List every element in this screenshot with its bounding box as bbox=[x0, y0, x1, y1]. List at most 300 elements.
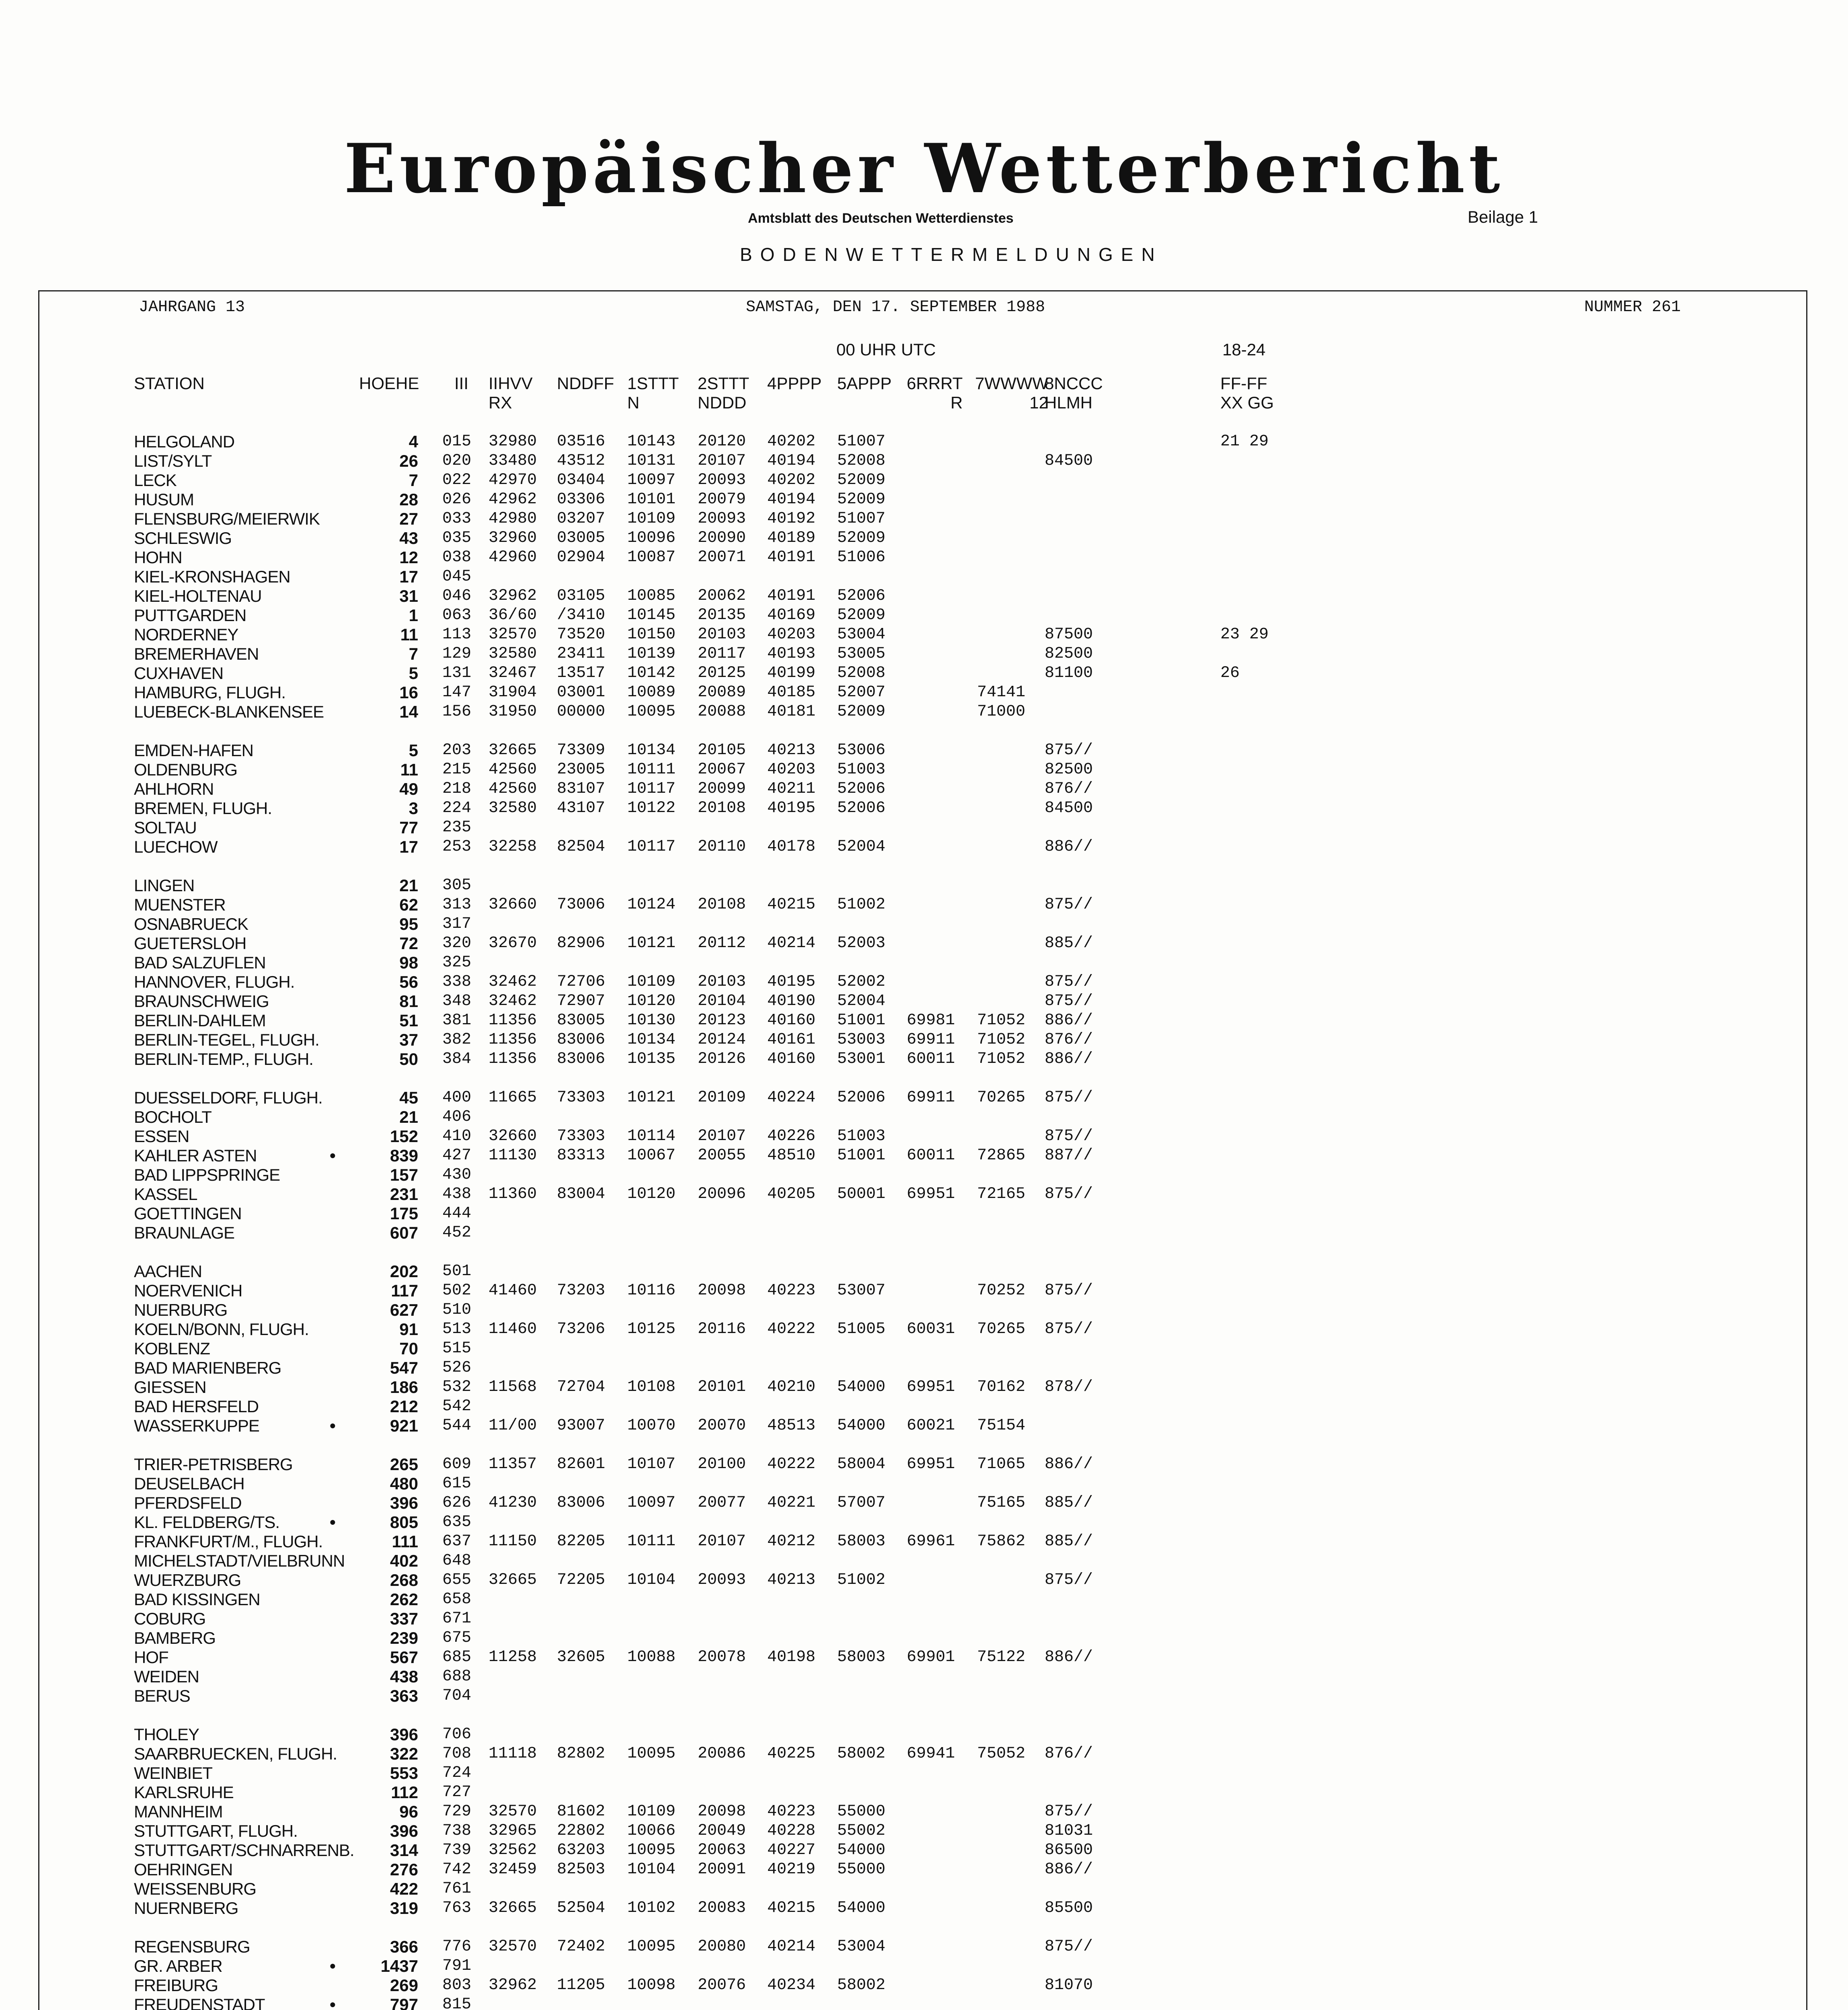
station-height: 95 bbox=[399, 915, 418, 933]
col-8nccc: 87500 bbox=[1045, 626, 1093, 644]
table-row bbox=[0, 779, 1848, 799]
table-row bbox=[0, 1127, 1848, 1146]
station-height: 366 bbox=[390, 1937, 418, 1956]
station-name: OLDENBURG bbox=[134, 760, 238, 779]
col-6rrrt: 69911 bbox=[907, 1089, 955, 1107]
table-row bbox=[0, 1629, 1848, 1648]
col-6rrrt: 60011 bbox=[907, 1050, 955, 1068]
col-8nccc: 82500 bbox=[1045, 645, 1093, 663]
col-2sttt: 20099 bbox=[698, 780, 746, 798]
station-name: GR. ARBER bbox=[134, 1957, 222, 1975]
col-5appp: 53004 bbox=[837, 626, 886, 644]
table-row bbox=[0, 1320, 1848, 1339]
col-5appp: 51005 bbox=[837, 1320, 886, 1338]
col-8nccc: 86500 bbox=[1045, 1841, 1093, 1859]
col-8nccc: 81100 bbox=[1045, 664, 1093, 682]
col-1sttt: 10095 bbox=[627, 1938, 676, 1956]
table-row bbox=[0, 606, 1848, 625]
col-4pppp: 40219 bbox=[767, 1860, 816, 1879]
col-iihvv: 11356 bbox=[489, 1031, 537, 1049]
col-1sttt: 10109 bbox=[627, 973, 676, 991]
station-name: AACHEN bbox=[134, 1262, 202, 1281]
station-height: 7 bbox=[409, 471, 418, 490]
station-name: FREIBURG bbox=[134, 1976, 218, 1995]
col-2sttt: 20063 bbox=[698, 1841, 746, 1859]
col-nddff: 83006 bbox=[557, 1050, 606, 1068]
col-nddff: 22802 bbox=[557, 1822, 606, 1840]
header-8nccc: 8NCCC HLMH bbox=[1045, 374, 1103, 412]
col-iii: 203 bbox=[442, 741, 472, 759]
col-1sttt: 10111 bbox=[627, 761, 676, 779]
col-5appp: 52009 bbox=[837, 490, 886, 509]
col-iihvv: 32665 bbox=[489, 1899, 537, 1917]
station-name: HELGOLAND bbox=[134, 432, 235, 451]
col-iihvv: 41460 bbox=[489, 1282, 537, 1300]
col-7wwww: 71052 bbox=[977, 1011, 1026, 1030]
col-iii: 382 bbox=[442, 1031, 472, 1049]
col-8nccc: 81070 bbox=[1045, 1976, 1093, 1994]
col-1sttt: 10096 bbox=[627, 529, 676, 547]
table-row bbox=[0, 587, 1848, 606]
col-iii: 131 bbox=[442, 664, 472, 682]
col-4pppp: 48510 bbox=[767, 1147, 816, 1165]
col-8nccc: 84500 bbox=[1045, 799, 1093, 817]
col-nddff: 43107 bbox=[557, 799, 606, 817]
col-7wwww: 71000 bbox=[977, 703, 1026, 721]
col-2sttt: 20101 bbox=[698, 1378, 746, 1396]
station-name: THOLEY bbox=[134, 1725, 199, 1744]
col-nddff: 23005 bbox=[557, 761, 606, 779]
station-name: GOETTINGEN bbox=[134, 1204, 242, 1223]
table-row bbox=[0, 1532, 1848, 1551]
col-iii: 033 bbox=[442, 510, 472, 528]
col-7wwww: 70265 bbox=[977, 1089, 1026, 1107]
col-8nccc: 885// bbox=[1045, 934, 1093, 952]
col-iihvv: 11150 bbox=[489, 1532, 537, 1551]
col-iii: 218 bbox=[442, 780, 472, 798]
col-2sttt: 20103 bbox=[698, 973, 746, 991]
col-iihvv: 32462 bbox=[489, 973, 537, 991]
station-name: REGENSBURG bbox=[134, 1937, 250, 1956]
col-8nccc: 886// bbox=[1045, 1648, 1093, 1666]
col-nddff: 11205 bbox=[557, 1976, 606, 1994]
station-height: 5 bbox=[409, 741, 418, 760]
range-label: 18-24 bbox=[1222, 340, 1266, 359]
table-row bbox=[0, 1686, 1848, 1706]
col-6rrrt: 69901 bbox=[907, 1648, 955, 1666]
col-iihvv: 42560 bbox=[489, 780, 537, 798]
col-4pppp: 40194 bbox=[767, 452, 816, 470]
col-iii: 129 bbox=[442, 645, 472, 663]
table-row bbox=[0, 548, 1848, 567]
col-iihvv: 32960 bbox=[489, 529, 537, 547]
col-iii: 609 bbox=[442, 1455, 472, 1473]
station-name: BRAUNLAGE bbox=[134, 1223, 235, 1242]
col-8nccc: 875// bbox=[1045, 896, 1093, 914]
col-8nccc: 875// bbox=[1045, 1185, 1093, 1203]
col-2sttt: 20116 bbox=[698, 1320, 746, 1338]
table-row bbox=[0, 1088, 1848, 1108]
col-8nccc: 875// bbox=[1045, 1127, 1093, 1145]
table-row bbox=[0, 1879, 1848, 1899]
col-iii: 727 bbox=[442, 1783, 472, 1801]
table-row bbox=[0, 490, 1848, 509]
col-2sttt: 20103 bbox=[698, 626, 746, 644]
table-row bbox=[0, 432, 1848, 451]
table-row bbox=[0, 895, 1848, 915]
table-row bbox=[0, 1513, 1848, 1532]
header-ffff: FF-FF XX GG bbox=[1220, 374, 1274, 412]
col-5appp: 52006 bbox=[837, 780, 886, 798]
station-height: 262 bbox=[390, 1590, 418, 1609]
col-ffff: 23 29 bbox=[1220, 626, 1269, 644]
table-row bbox=[0, 1358, 1848, 1378]
col-5appp: 50001 bbox=[837, 1185, 886, 1203]
col-8nccc: 81031 bbox=[1045, 1822, 1093, 1840]
col-5appp: 58004 bbox=[837, 1455, 886, 1473]
col-1sttt: 10120 bbox=[627, 992, 676, 1010]
col-ffff: 21 29 bbox=[1220, 433, 1269, 451]
col-iihvv: 11/00 bbox=[489, 1417, 537, 1435]
col-iii: 729 bbox=[442, 1803, 472, 1821]
col-5appp: 52007 bbox=[837, 683, 886, 701]
col-nddff: 73006 bbox=[557, 896, 606, 914]
col-iii: 406 bbox=[442, 1108, 472, 1126]
station-name: NUERNBERG bbox=[134, 1899, 238, 1918]
col-5appp: 51006 bbox=[837, 548, 886, 566]
station-height: 31 bbox=[399, 587, 418, 605]
col-nddff: 83107 bbox=[557, 780, 606, 798]
table-row bbox=[0, 1744, 1848, 1764]
header-6rrrt: 6RRRT R bbox=[907, 374, 963, 412]
station-height: 921 bbox=[390, 1416, 418, 1435]
col-iii: 526 bbox=[442, 1359, 472, 1377]
col-5appp: 51002 bbox=[837, 896, 886, 914]
table-row bbox=[0, 818, 1848, 837]
table-row bbox=[0, 1860, 1848, 1879]
col-4pppp: 40190 bbox=[767, 992, 816, 1010]
header-station: STATION bbox=[134, 374, 205, 393]
station-height: 14 bbox=[399, 702, 418, 721]
mountain-station-marker: • bbox=[330, 1995, 336, 2010]
col-iihvv: 11258 bbox=[489, 1648, 537, 1666]
station-name: KAHLER ASTEN bbox=[134, 1146, 257, 1165]
col-7wwww: 75154 bbox=[977, 1417, 1026, 1435]
col-1sttt: 10122 bbox=[627, 799, 676, 817]
col-5appp: 52009 bbox=[837, 606, 886, 624]
table-row bbox=[0, 1416, 1848, 1436]
col-8nccc: 886// bbox=[1045, 1455, 1093, 1473]
table-row bbox=[0, 1648, 1848, 1667]
col-5appp: 52006 bbox=[837, 587, 886, 605]
table-row bbox=[0, 760, 1848, 779]
col-2sttt: 20096 bbox=[698, 1185, 746, 1203]
col-nddff: 72706 bbox=[557, 973, 606, 991]
table-row bbox=[0, 992, 1848, 1011]
station-name: BAD LIPPSPRINGE bbox=[134, 1165, 280, 1184]
col-2sttt: 20055 bbox=[698, 1147, 746, 1165]
station-name: BERLIN-TEGEL, FLUGH. bbox=[134, 1030, 319, 1049]
col-1sttt: 10066 bbox=[627, 1822, 676, 1840]
station-height: 239 bbox=[390, 1629, 418, 1647]
col-4pppp: 40221 bbox=[767, 1494, 816, 1512]
col-1sttt: 10117 bbox=[627, 838, 676, 856]
col-iii: 671 bbox=[442, 1610, 472, 1628]
col-6rrrt: 69951 bbox=[907, 1378, 955, 1396]
station-name: CUXHAVEN bbox=[134, 664, 224, 683]
station-name: KL. FELDBERG/TS. bbox=[134, 1513, 280, 1532]
col-1sttt: 10104 bbox=[627, 1571, 676, 1589]
station-name: KIEL-HOLTENAU bbox=[134, 587, 262, 605]
table-row bbox=[0, 1011, 1848, 1030]
station-height: 70 bbox=[399, 1339, 418, 1358]
station-height: 1 bbox=[409, 606, 418, 625]
station-height: 363 bbox=[390, 1686, 418, 1705]
col-5appp: 52004 bbox=[837, 838, 886, 856]
table-row bbox=[0, 451, 1848, 471]
col-iii: 803 bbox=[442, 1976, 472, 1994]
col-iii: 544 bbox=[442, 1417, 472, 1435]
col-5appp: 54000 bbox=[837, 1841, 886, 1859]
station-height: 77 bbox=[399, 818, 418, 837]
station-name: KIEL-KRONSHAGEN bbox=[134, 567, 290, 586]
station-name: STUTTGART/SCHNARRENB. bbox=[134, 1841, 354, 1860]
col-iihvv: 42970 bbox=[489, 471, 537, 489]
col-4pppp: 40215 bbox=[767, 896, 816, 914]
station-height: 7 bbox=[409, 644, 418, 663]
station-name: COBURG bbox=[134, 1609, 206, 1628]
col-2sttt: 20126 bbox=[698, 1050, 746, 1068]
col-5appp: 53006 bbox=[837, 741, 886, 759]
col-6rrrt: 69981 bbox=[907, 1011, 955, 1030]
col-5appp: 55000 bbox=[837, 1860, 886, 1879]
col-5appp: 53001 bbox=[837, 1050, 886, 1068]
col-iii: 738 bbox=[442, 1822, 472, 1840]
header-1sttt: 1STTT N bbox=[627, 374, 679, 412]
station-name: MICHELSTADT/VIELBRUNN bbox=[134, 1551, 345, 1570]
col-iii: 688 bbox=[442, 1667, 472, 1686]
col-nddff: 82601 bbox=[557, 1455, 606, 1473]
mountain-station-marker: • bbox=[330, 1146, 336, 1165]
col-5appp: 55002 bbox=[837, 1822, 886, 1840]
col-4pppp: 40160 bbox=[767, 1050, 816, 1068]
col-nddff: 82802 bbox=[557, 1745, 606, 1763]
col-5appp: 54000 bbox=[837, 1417, 886, 1435]
col-8nccc: 876// bbox=[1045, 780, 1093, 798]
table-row bbox=[0, 509, 1848, 529]
station-name: BAMBERG bbox=[134, 1629, 216, 1647]
col-iii: 532 bbox=[442, 1378, 472, 1396]
col-4pppp: 40185 bbox=[767, 683, 816, 701]
station-height: 396 bbox=[390, 1821, 418, 1840]
header-hoehe: HOEHE bbox=[359, 374, 419, 393]
col-iihvv: 32570 bbox=[489, 626, 537, 644]
col-iii: 305 bbox=[442, 876, 472, 894]
col-nddff: 81602 bbox=[557, 1803, 606, 1821]
table-row bbox=[0, 1802, 1848, 1821]
col-iihvv: 32462 bbox=[489, 992, 537, 1010]
col-4pppp: 40222 bbox=[767, 1455, 816, 1473]
col-4pppp: 40195 bbox=[767, 799, 816, 817]
col-5appp: 54000 bbox=[837, 1899, 886, 1917]
col-iihvv: 42960 bbox=[489, 548, 537, 566]
col-iihvv: 11360 bbox=[489, 1185, 537, 1203]
table-row bbox=[0, 1050, 1848, 1069]
col-4pppp: 40160 bbox=[767, 1011, 816, 1030]
col-4pppp: 40227 bbox=[767, 1841, 816, 1859]
col-iii: 515 bbox=[442, 1339, 472, 1358]
col-2sttt: 20071 bbox=[698, 548, 746, 566]
col-iii: 410 bbox=[442, 1127, 472, 1145]
station-height: 567 bbox=[390, 1648, 418, 1667]
col-8nccc: 886// bbox=[1045, 1860, 1093, 1879]
station-name: TRIER-PETRISBERG bbox=[134, 1455, 293, 1474]
col-iii: 063 bbox=[442, 606, 472, 624]
col-4pppp: 40228 bbox=[767, 1822, 816, 1840]
station-height: 319 bbox=[390, 1899, 418, 1918]
station-name: BAD SALZUFLEN bbox=[134, 953, 266, 972]
table-row bbox=[0, 683, 1848, 702]
col-nddff: 72402 bbox=[557, 1938, 606, 1956]
table-row bbox=[0, 1204, 1848, 1223]
station-name: HUSUM bbox=[134, 490, 194, 509]
station-name: ESSEN bbox=[134, 1127, 189, 1146]
col-iii: 615 bbox=[442, 1475, 472, 1493]
col-2sttt: 20077 bbox=[698, 1494, 746, 1512]
col-2sttt: 20086 bbox=[698, 1745, 746, 1763]
col-nddff: 82504 bbox=[557, 838, 606, 856]
station-height: 337 bbox=[390, 1609, 418, 1628]
header-5appp: 5APPP bbox=[837, 374, 892, 393]
col-4pppp: 40224 bbox=[767, 1089, 816, 1107]
col-nddff: 52504 bbox=[557, 1899, 606, 1917]
col-1sttt: 10124 bbox=[627, 896, 676, 914]
col-iii: 763 bbox=[442, 1899, 472, 1917]
col-8nccc: 875// bbox=[1045, 741, 1093, 759]
col-5appp: 58003 bbox=[837, 1532, 886, 1551]
col-iihvv: 42980 bbox=[489, 510, 537, 528]
col-2sttt: 20089 bbox=[698, 683, 746, 701]
col-iihvv: 32660 bbox=[489, 1127, 537, 1145]
station-height: 175 bbox=[390, 1204, 418, 1223]
col-2sttt: 20105 bbox=[698, 741, 746, 759]
col-nddff: 43512 bbox=[557, 452, 606, 470]
station-height: 839 bbox=[390, 1146, 418, 1165]
col-1sttt: 10121 bbox=[627, 934, 676, 952]
col-iii: 761 bbox=[442, 1880, 472, 1898]
station-height: 805 bbox=[390, 1513, 418, 1532]
station-height: 28 bbox=[399, 490, 418, 509]
station-name: STUTTGART, FLUGH. bbox=[134, 1821, 298, 1840]
col-nddff: 03404 bbox=[557, 471, 606, 489]
col-iihvv: 41230 bbox=[489, 1494, 537, 1512]
col-4pppp: 40203 bbox=[767, 761, 816, 779]
col-iii: 156 bbox=[442, 703, 472, 721]
col-1sttt: 10087 bbox=[627, 548, 676, 566]
col-iihvv: 11118 bbox=[489, 1745, 537, 1763]
station-height: 11 bbox=[400, 760, 418, 779]
col-nddff: 82205 bbox=[557, 1532, 606, 1551]
col-7wwww: 72165 bbox=[977, 1185, 1026, 1203]
col-8nccc: 875// bbox=[1045, 1803, 1093, 1821]
col-7wwww: 70162 bbox=[977, 1378, 1026, 1396]
col-iihvv: 42560 bbox=[489, 761, 537, 779]
table-row bbox=[0, 1976, 1848, 1995]
station-height: 117 bbox=[391, 1281, 418, 1300]
col-nddff: 13517 bbox=[557, 664, 606, 682]
station-height: 5 bbox=[409, 664, 418, 683]
station-height: 81 bbox=[399, 992, 418, 1011]
col-iii: 320 bbox=[442, 934, 472, 952]
col-2sttt: 20083 bbox=[698, 1899, 746, 1917]
table-row bbox=[0, 1378, 1848, 1397]
station-height: 396 bbox=[390, 1725, 418, 1744]
station-height: 49 bbox=[399, 779, 418, 798]
col-iii: 706 bbox=[442, 1725, 472, 1743]
col-iii: 501 bbox=[442, 1262, 472, 1280]
col-iii: 381 bbox=[442, 1011, 472, 1030]
col-iihvv: 11568 bbox=[489, 1378, 537, 1396]
col-1sttt: 10139 bbox=[627, 645, 676, 663]
col-2sttt: 20104 bbox=[698, 992, 746, 1010]
col-2sttt: 20088 bbox=[698, 703, 746, 721]
col-4pppp: 40214 bbox=[767, 1938, 816, 1956]
col-iii: 708 bbox=[442, 1745, 472, 1763]
col-iii: 685 bbox=[442, 1648, 472, 1666]
col-4pppp: 40193 bbox=[767, 645, 816, 663]
col-2sttt: 20120 bbox=[698, 433, 746, 451]
col-2sttt: 20076 bbox=[698, 1976, 746, 1994]
col-2sttt: 20109 bbox=[698, 1089, 746, 1107]
table-row bbox=[0, 799, 1848, 818]
col-5appp: 51003 bbox=[837, 761, 886, 779]
col-iihvv: 32570 bbox=[489, 1938, 537, 1956]
table-row bbox=[0, 625, 1848, 644]
col-nddff: 73309 bbox=[557, 741, 606, 759]
col-2sttt: 20100 bbox=[698, 1455, 746, 1473]
col-8nccc: 875// bbox=[1045, 973, 1093, 991]
station-name: GUETERSLOH bbox=[134, 934, 246, 953]
col-4pppp: 40205 bbox=[767, 1185, 816, 1203]
col-2sttt: 20110 bbox=[698, 838, 746, 856]
station-name: NOERVENICH bbox=[134, 1281, 242, 1300]
col-4pppp: 40198 bbox=[767, 1648, 816, 1666]
col-iihvv: 11356 bbox=[489, 1050, 537, 1068]
station-height: 56 bbox=[399, 972, 418, 991]
col-7wwww: 72865 bbox=[977, 1147, 1026, 1165]
table-row bbox=[0, 1455, 1848, 1474]
table-row bbox=[0, 1821, 1848, 1841]
col-iii: 791 bbox=[442, 1957, 472, 1975]
col-ffff: 26 bbox=[1220, 664, 1240, 682]
col-4pppp: 40189 bbox=[767, 529, 816, 547]
col-nddff: 03306 bbox=[557, 490, 606, 509]
col-1sttt: 10102 bbox=[627, 1899, 676, 1917]
col-8nccc: 876// bbox=[1045, 1031, 1093, 1049]
table-row bbox=[0, 1571, 1848, 1590]
col-iihvv: 11130 bbox=[489, 1147, 537, 1165]
col-1sttt: 10111 bbox=[627, 1532, 676, 1551]
col-1sttt: 10145 bbox=[627, 606, 676, 624]
col-1sttt: 10104 bbox=[627, 1860, 676, 1879]
col-iihvv: 32962 bbox=[489, 1976, 537, 1994]
station-name: BREMERHAVEN bbox=[134, 644, 259, 663]
table-row bbox=[0, 1300, 1848, 1320]
col-iii: 452 bbox=[442, 1224, 472, 1242]
header-2sttt: 2STTT NDDD bbox=[698, 374, 749, 412]
col-iihvv: 32580 bbox=[489, 645, 537, 663]
col-7wwww: 70265 bbox=[977, 1320, 1026, 1338]
